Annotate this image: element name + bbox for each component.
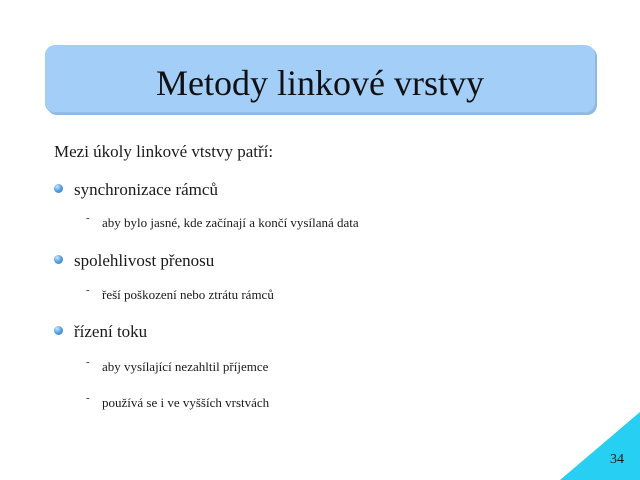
- title-box: [45, 45, 595, 113]
- page-number: 34: [610, 452, 624, 467]
- sub-item-label: používá se i ve vyšších vrstvách: [102, 395, 270, 410]
- corner-decoration: [560, 412, 640, 480]
- intro-text: Mezi úkoly linkové vtstvy patří:: [54, 142, 274, 161]
- bullet-label: synchronizace rámců: [74, 180, 218, 199]
- dash-icon: -: [86, 284, 90, 296]
- slide-title: Metody linkové vrstvy: [156, 63, 484, 103]
- bullet-label: spolehlivost přenosu: [74, 251, 215, 270]
- dash-icon: -: [86, 356, 90, 368]
- dash-icon: -: [86, 392, 90, 404]
- dash-icon: -: [86, 212, 90, 224]
- bullet-label: řízení toku: [74, 322, 148, 341]
- bullet-icon: [54, 255, 63, 264]
- bullet-icon: [54, 184, 63, 193]
- sub-item-label: aby vysílající nezahltil příjemce: [102, 359, 269, 374]
- sub-item-label: řeší poškození nebo ztrátu rámců: [102, 287, 274, 302]
- bullet-icon: [54, 326, 63, 335]
- sub-item-label: aby bylo jasné, kde začínají a končí vysílaná data: [102, 215, 359, 230]
